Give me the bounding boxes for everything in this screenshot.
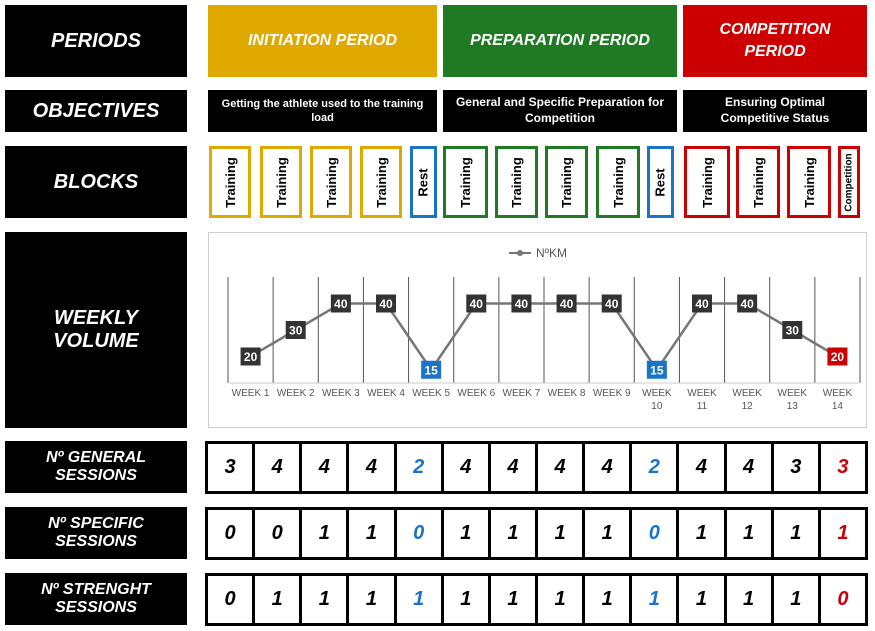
data-label: 30	[785, 323, 799, 338]
objective-initiation: Getting the athlete used to the training load	[208, 90, 437, 132]
general-session-cell: 4	[299, 444, 346, 491]
strength-session-cell: 1	[724, 576, 771, 623]
specific-session-cell: 0	[629, 510, 676, 557]
strength-session-cell: 1	[582, 576, 629, 623]
general-session-cell: 4	[724, 444, 771, 491]
specific-session-cell: 0	[252, 510, 299, 557]
strength-sessions-row	[205, 573, 868, 626]
block-12	[736, 146, 780, 218]
specific-session-cell: 0	[394, 510, 441, 557]
block-label: Training	[373, 156, 389, 208]
x-tick-label: WEEK 10	[642, 388, 672, 412]
specific-session-cell: 1	[488, 510, 535, 557]
specific-session-cell: 1	[676, 510, 723, 557]
specific-session-cell: 0	[224, 522, 236, 544]
data-label: 40	[514, 297, 529, 311]
block-11	[684, 146, 730, 218]
block-label: Competition	[843, 152, 855, 212]
data-label: 20	[243, 350, 258, 364]
block-label: Rest	[416, 167, 431, 197]
block-label: Training	[458, 156, 473, 208]
strength-session-cell: 1	[394, 576, 441, 623]
block-14	[838, 146, 860, 218]
data-label: 40	[469, 297, 483, 311]
specific-sessions-label: Nº SPECIFIC SESSIONS	[5, 507, 187, 559]
x-tick-label: WEEK 1	[231, 388, 270, 399]
specific-session-cell: 1	[299, 510, 346, 557]
strength-session-cell: 1	[441, 576, 488, 623]
objective-competition: Ensuring Optimal Competitive Status	[683, 90, 867, 132]
x-tick-label: WEEK 11	[687, 388, 717, 412]
block-5	[410, 146, 437, 218]
x-tick-label: WEEK 9	[592, 388, 631, 399]
data-label: 40	[605, 297, 619, 311]
strength-session-cell: 0	[224, 588, 236, 610]
general-session-cell: 3	[224, 456, 236, 478]
strength-session-cell: 1	[535, 576, 582, 623]
x-tick-label: WEEK 7	[502, 388, 541, 399]
data-label: 30	[289, 323, 303, 338]
weekly-volume-label: WEEKLY VOLUME	[5, 232, 187, 428]
data-label: 40	[334, 297, 348, 311]
block-4	[360, 146, 402, 218]
blocks-label: BLOCKS	[5, 146, 187, 218]
x-tick-label: WEEK 8	[547, 388, 586, 399]
block-label: Training	[559, 156, 574, 208]
legend-label: NºKM	[536, 246, 568, 260]
strength-session-cell: 1	[252, 576, 299, 623]
period-initiation: INITIATION PERIOD	[208, 5, 437, 77]
general-session-cell: 3	[771, 444, 818, 491]
specific-session-cell: 1	[818, 510, 865, 557]
block-label: Training	[610, 156, 626, 208]
specific-session-cell: 1	[582, 510, 629, 557]
objectives-label: OBJECTIVES	[5, 90, 187, 132]
general-session-cell: 4	[346, 444, 393, 491]
block-label: Training	[699, 156, 715, 208]
data-label: 40	[559, 297, 574, 311]
specific-sessions-row	[205, 507, 868, 560]
x-tick-label: WEEK 12	[732, 388, 762, 412]
general-session-cell: 3	[818, 444, 865, 491]
block-label: Training	[801, 156, 817, 208]
block-6	[443, 146, 488, 218]
x-tick-label: WEEK 5	[412, 388, 451, 399]
period-competition: COMPETITION PERIOD	[683, 5, 867, 77]
block-13	[787, 146, 831, 218]
specific-session-cell: 1	[535, 510, 582, 557]
strength-session-cell: 1	[629, 576, 676, 623]
block-label: Rest	[653, 167, 668, 197]
general-session-cell: 4	[488, 444, 535, 491]
block-10	[647, 146, 674, 218]
specific-session-cell: 1	[771, 510, 818, 557]
general-session-cell: 4	[252, 444, 299, 491]
general-session-cell: 2	[394, 444, 441, 491]
x-tick-label: WEEK 6	[457, 388, 496, 399]
block-2	[260, 146, 302, 218]
block-label: Training	[273, 156, 289, 208]
block-9	[596, 146, 640, 218]
weekly-volume-chart	[208, 232, 867, 428]
general-session-cell: 4	[441, 444, 488, 491]
x-tick-label: WEEK 14	[822, 388, 853, 412]
block-label: Training	[750, 156, 766, 208]
block-1	[209, 146, 251, 218]
strength-sessions-label: Nº STRENGHT SESSIONS	[5, 573, 187, 625]
data-label: 40	[379, 297, 393, 311]
strength-session-cell: 1	[488, 576, 535, 623]
legend-marker-icon	[517, 250, 523, 256]
block-3	[310, 146, 352, 218]
block-7	[495, 146, 538, 218]
x-tick-label: WEEK 2	[276, 388, 315, 399]
strength-session-cell: 0	[818, 576, 865, 623]
specific-session-cell: 1	[724, 510, 771, 557]
block-label: Training	[222, 156, 238, 208]
data-label: 15	[424, 363, 438, 378]
periods-label: PERIODS	[5, 5, 187, 77]
specific-session-cell: 1	[346, 510, 393, 557]
specific-session-cell: 1	[441, 510, 488, 557]
block-label: Training	[323, 156, 339, 208]
block-label: Training	[509, 156, 524, 208]
strength-session-cell: 1	[346, 576, 393, 623]
strength-session-cell: 1	[299, 576, 346, 623]
objective-preparation: General and Specific Preparation for Competition	[443, 90, 677, 132]
x-tick-label: WEEK 13	[777, 388, 808, 412]
x-tick-label: WEEK 4	[367, 388, 405, 399]
strength-session-cell: 1	[771, 576, 818, 623]
weekly-volume-svg	[209, 233, 866, 427]
general-session-cell: 4	[582, 444, 629, 491]
strength-session-cell: 1	[676, 576, 723, 623]
data-label: 40	[695, 297, 709, 311]
general-session-cell: 4	[535, 444, 582, 491]
general-session-cell: 4	[676, 444, 723, 491]
block-8	[545, 146, 588, 218]
data-label: 20	[830, 350, 845, 364]
general-sessions-row	[205, 441, 868, 494]
general-sessions-label: Nº GENERAL SESSIONS	[5, 441, 187, 493]
general-session-cell: 2	[629, 444, 676, 491]
x-tick-label: WEEK 3	[321, 388, 360, 399]
data-label: 15	[650, 363, 664, 378]
period-preparation: PREPARATION PERIOD	[443, 5, 677, 77]
data-label: 40	[740, 297, 754, 311]
